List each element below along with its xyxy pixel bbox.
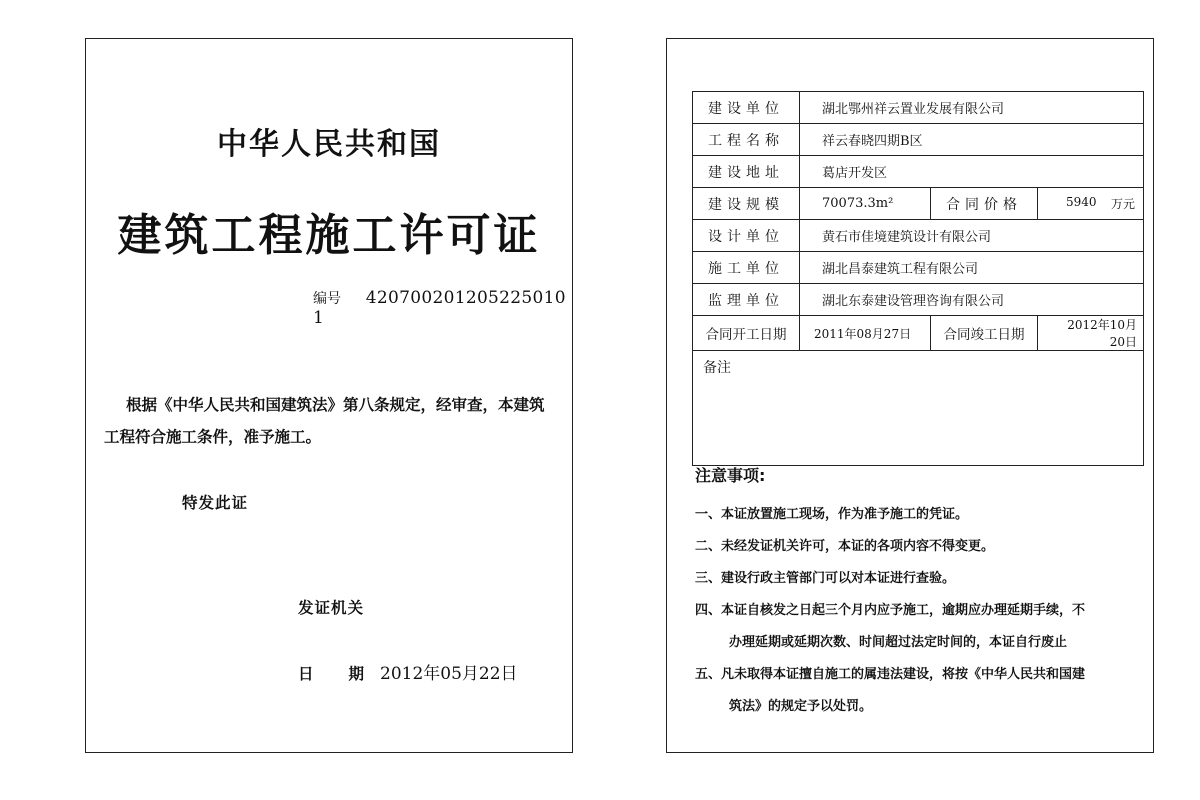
issue-date-value: 2012年05月22日 — [380, 664, 518, 684]
list-item: 二、未经发证机关许可，本证的各项内容不得变更。 — [695, 539, 995, 554]
permit-cover-page — [85, 38, 573, 753]
contract-price-label: 合同价格 — [931, 188, 1038, 220]
supervision-label: 监理单位 — [693, 284, 800, 316]
issue-date — [298, 659, 518, 684]
issuing-authority: 发证机关 — [298, 599, 365, 617]
developer-label: 建设单位 — [693, 92, 800, 124]
list-item: 三、建设行政主管部门可以对本证进行查验。 — [695, 571, 956, 586]
remarks-label: 备注 — [703, 360, 731, 376]
start-date-label: 合同开工日期 — [693, 316, 800, 351]
end-date-label: 合同竣工日期 — [931, 316, 1038, 351]
design-value: 黄石市佳境建筑设计有限公司 — [800, 220, 1144, 252]
permit-number — [313, 288, 572, 328]
table-row — [693, 188, 1144, 220]
project-name-label: 工程名称 — [693, 124, 800, 156]
table-row — [693, 156, 1144, 188]
design-label: 设计单位 — [693, 220, 800, 252]
table-row — [693, 316, 1144, 351]
list-item: 办理延期或延期次数、时间超过法定时间的，本证自行废止 — [729, 635, 1068, 650]
table-row — [693, 252, 1144, 284]
remarks-cell — [693, 351, 1144, 466]
scale-label: 建设规模 — [693, 188, 800, 220]
table-row — [693, 220, 1144, 252]
permit-statement — [104, 389, 556, 453]
table-row — [693, 284, 1144, 316]
country-title: 中华人民共和国 — [217, 127, 441, 162]
supervision-value: 湖北东泰建设管理咨询有限公司 — [800, 284, 1144, 316]
list-item: 筑法》的规定予以处罚。 — [729, 699, 873, 714]
issue-date-label-1: 日 — [298, 665, 314, 683]
permit-statement-text: 根据《中华人民共和国建筑法》第八条规定，经审查，本建筑工程符合施工条件，准予施工。 — [104, 396, 545, 446]
end-date-value: 2012年10月20日 — [1038, 316, 1144, 351]
contract-price-cell — [1038, 188, 1144, 220]
project-info-table — [692, 91, 1144, 466]
address-label: 建设地址 — [693, 156, 800, 188]
notice-list — [695, 499, 1135, 723]
permit-number-label: 编号 — [313, 291, 341, 307]
table-row — [693, 124, 1144, 156]
permit-number-value: 420700201205225010 1 — [313, 288, 566, 328]
construction-value: 湖北昌泰建筑工程有限公司 — [800, 252, 1144, 284]
table-row — [693, 351, 1144, 466]
contract-price-value: 5940 — [1066, 195, 1097, 209]
special-issue-text: 特发此证 — [182, 494, 249, 512]
address-value: 葛店开发区 — [800, 156, 1144, 188]
issue-date-label-2: 期 — [348, 665, 365, 683]
list-item: 五、凡未取得本证擅自施工的属违法建设，将按《中华人民共和国建 — [695, 667, 1086, 682]
permit-details-page — [666, 38, 1154, 753]
construction-label: 施工单位 — [693, 252, 800, 284]
table-row — [693, 92, 1144, 124]
list-item: 四、本证自核发之日起三个月内应予施工，逾期应办理延期手续，不 — [695, 603, 1086, 618]
contract-price-unit: 万元 — [1110, 197, 1135, 211]
project-name-value: 祥云春晓四期B区 — [800, 124, 1144, 156]
developer-value: 湖北鄂州祥云置业发展有限公司 — [800, 92, 1144, 124]
notice-title: 注意事项: — [695, 466, 766, 485]
scale-value: 70073.3m² — [800, 188, 931, 220]
permit-title: 建筑工程施工许可证 — [117, 210, 541, 261]
start-date-value: 2011年08月27日 — [800, 316, 931, 351]
list-item: 一、本证放置施工现场，作为准予施工的凭证。 — [695, 507, 969, 522]
